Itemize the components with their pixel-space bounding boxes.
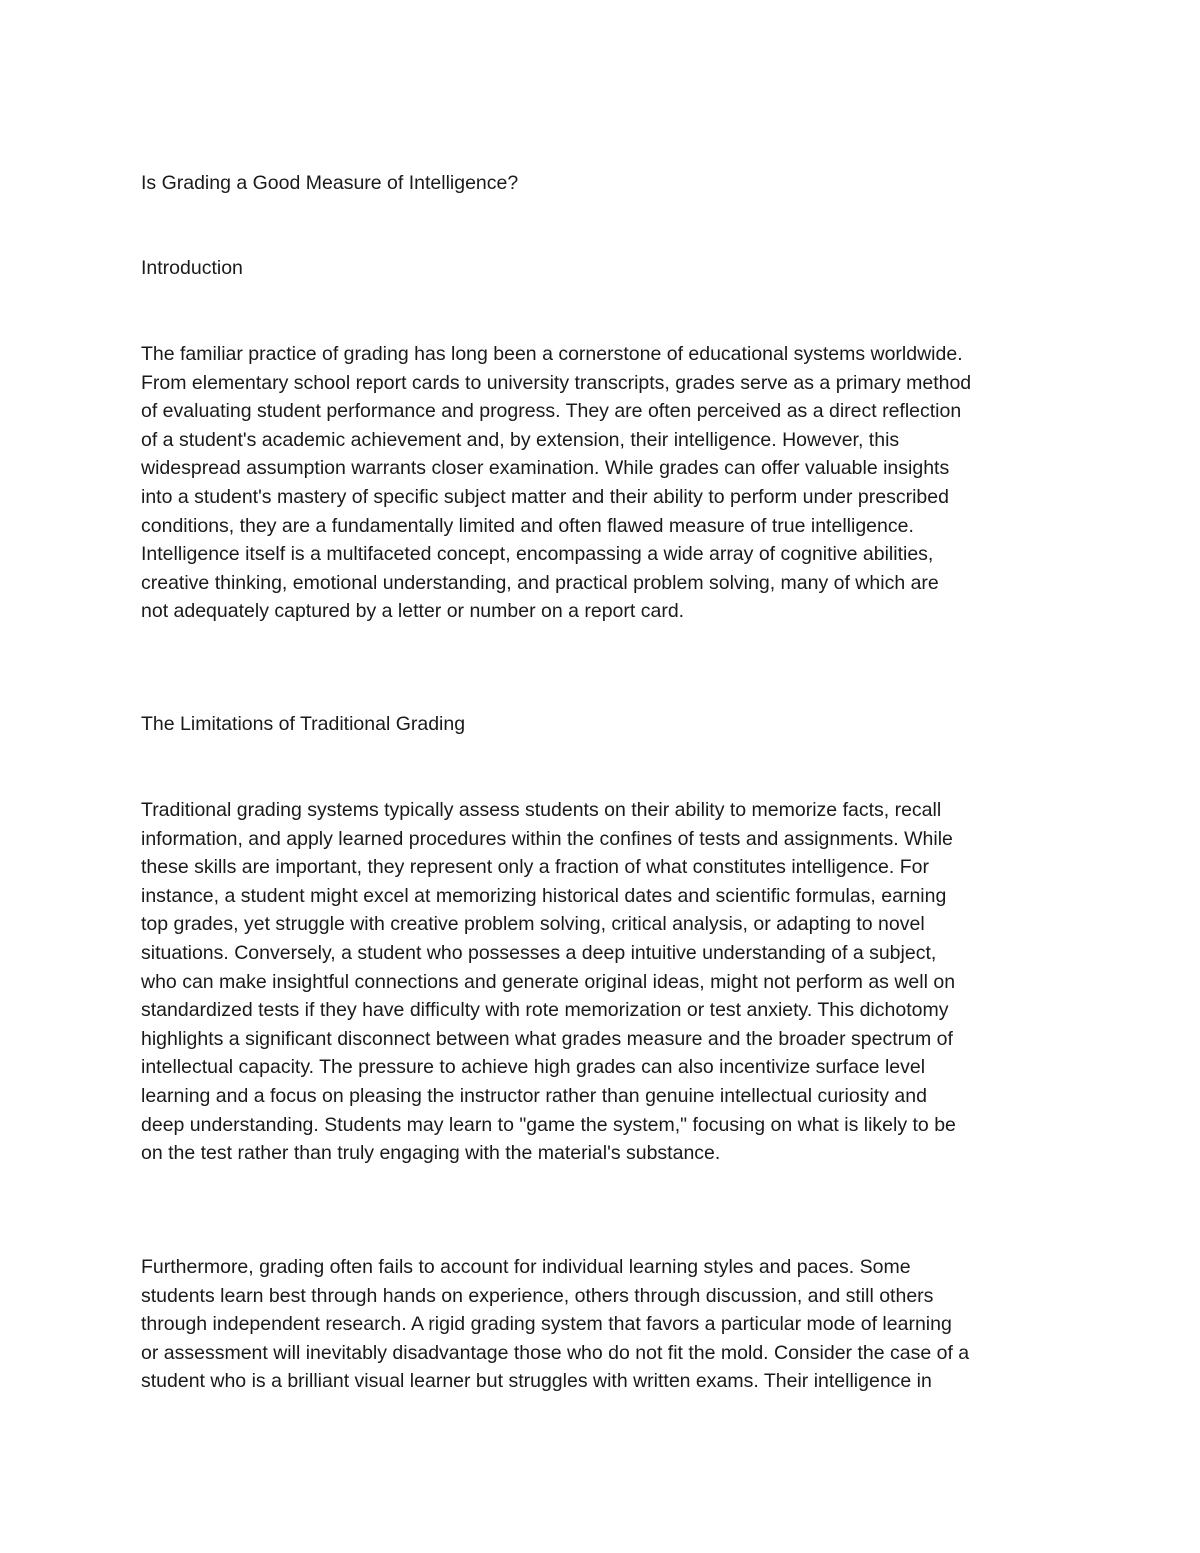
- furthermore-paragraph: Furthermore, grading often fails to account for individual learning styles and paces. Some students learn best through hands on experience, others through discussion, and still others through independent research. A rigid grading system that favors a particular mode of learning or assessment will inevitably disadvantage those who do not fit the mold. Consider the case of a student who is a brilliant visual learner but struggles with written exams. Their intelligence in: [141, 1256, 970, 1393]
- limitations-heading: The Limitations of Traditional Grading: [141, 713, 466, 735]
- limitations-paragraph: Traditional grading systems typically assess students on their ability to memorize facts, recall information, and apply learned procedures within the confines of tests and assignments. While these skills are important, they represent only a fraction of what constitutes intelligence. For instance, a student might excel at memorizing historical dates and scientific formulas, earning top grades, yet struggle with creative problem solving, critical analysis, or adapting to novel situations. Conversely, a student who possesses a deep intuitive understanding of a subject, who can make insightful connections and generate original ideas, might not perform as well on standardized tests if they have difficulty with rote memorization or test anxiety. This dichotomy highlights a significant disconnect between what grades measure and the broader spectrum of intellectual capacity. The pressure to achieve high grades can also incentivize surface level learning and a focus on pleasing the instructor rather than genuine intellectual curiosity and deep understanding. Students may learn to "game the system," focusing on what is likely to be on the test rather than truly engaging with the material's substance.: [141, 799, 956, 1165]
- document-title: Is Grading a Good Measure of Intelligence?: [141, 172, 519, 194]
- introduction-heading: Introduction: [141, 257, 243, 279]
- introduction-paragraph: The familiar practice of grading has long been a cornerstone of educational systems worldwide. From elementary school report cards to university transcripts, grades serve as a primary method of evaluating student performance and progress. They are often perceived as a direct reflection of a student's academic achievement and, by extension, their intelligence. However, this widespread assumption warrants closer examination. While grades can offer valuable insights into a student's mastery of specific subject matter and their ability to perform under prescribed conditions, they are a fundamentally limited and often flawed measure of true intelligence. Intelligence itself is a multifaceted concept, encompassing a wide array of cognitive abilities, creative thinking, emotional understanding, and practical problem solving, many of which are not adequately captured by a letter or number on a report card.: [141, 343, 972, 623]
